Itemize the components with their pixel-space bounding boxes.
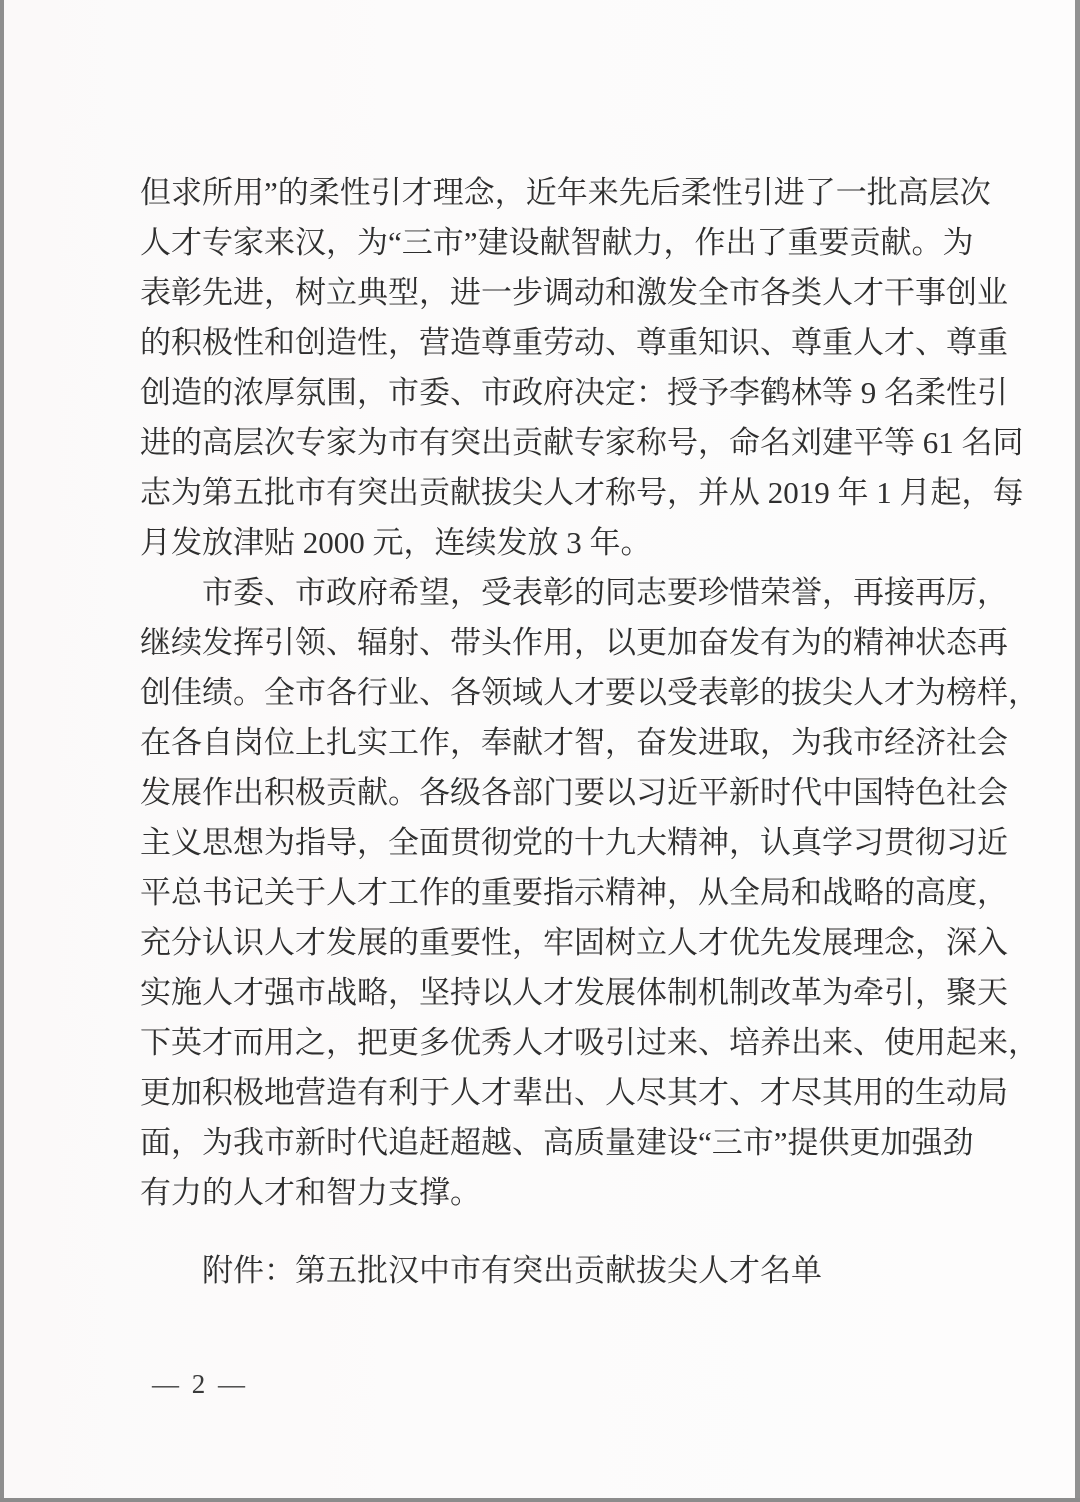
- text-line: 面，为我市新时代追赶超越、高质量建设“三市”提供更加强劲: [140, 1125, 974, 1160]
- paragraph-1: [140, 168, 1024, 568]
- text-line: 实施人才强市战略，坚持以人才发展体制机制改革为牵引，聚天: [140, 975, 1008, 1010]
- text-line: 人才专家来汉，为“三市”建设献智献力，作出了重要贡献。为: [140, 225, 974, 260]
- attachment-line: 附件：第五批汉中市有突出贡献拔尖人才名单: [202, 1253, 822, 1288]
- text-line: 更加积极地营造有利于人才辈出、人尽其才、才尽其用的生动局: [140, 1075, 1008, 1110]
- text-line: 有力的人才和智力支撑。: [140, 1175, 481, 1210]
- text-line: 继续发挥引领、辐射、带头作用，以更加奋发有为的精神状态再: [140, 625, 1008, 660]
- text-line: 充分认识人才发展的重要性，牢固树立人才优先发展理念，深入: [140, 925, 1008, 960]
- text-line: 创造的浓厚氛围，市委、市政府决定：授予李鹤林等 9 名柔性引: [140, 375, 1008, 410]
- text-line: 志为第五批市有突出贡献拔尖人才称号，并从 2019 年 1 月起，每: [140, 475, 1024, 510]
- text-line: 月发放津贴 2000 元，连续发放 3 年。: [140, 525, 652, 560]
- text-line: 下英才而用之，把更多优秀人才吸引过来、培养出来、使用起来，: [140, 1025, 1039, 1060]
- scan-edge-left: [0, 0, 4, 1502]
- text-line: 进的高层次专家为市有突出贡献专家称号，命名刘建平等 61 名同: [140, 425, 1024, 460]
- text-line: 创佳绩。全市各行业、各领域人才要以受表彰的拔尖人才为榜样，: [140, 675, 1039, 710]
- text-line: 的积极性和创造性，营造尊重劳动、尊重知识、尊重人才、尊重: [140, 325, 1008, 360]
- scan-edge-bottom: [0, 1498, 1080, 1502]
- text-line: 主义思想为指导，全面贯彻党的十九大精神，认真学习贯彻习近: [140, 825, 1008, 860]
- paragraph-2: [140, 568, 1039, 1218]
- document-text: [140, 168, 1039, 1296]
- text-line: 在各自岗位上扎实工作，奉献才智，奋发进取，为我市经济社会: [140, 725, 1008, 760]
- text-line: 平总书记关于人才工作的重要指示精神，从全局和战略的高度，: [140, 875, 1008, 910]
- text-line: 市委、市政府希望，受表彰的同志要珍惜荣誉，再接再厉，: [202, 575, 1008, 610]
- text-line: 发展作出积极贡献。各级各部门要以习近平新时代中国特色社会: [140, 775, 1008, 810]
- text-line: 表彰先进，树立典型，进一步调动和激发全市各类人才干事创业: [140, 275, 1008, 310]
- page-number: — 2 —: [152, 1369, 248, 1399]
- text-line: 但求所用”的柔性引才理念，近年来先后柔性引进了一批高层次: [140, 175, 991, 210]
- scan-edge-right: [1075, 0, 1080, 1502]
